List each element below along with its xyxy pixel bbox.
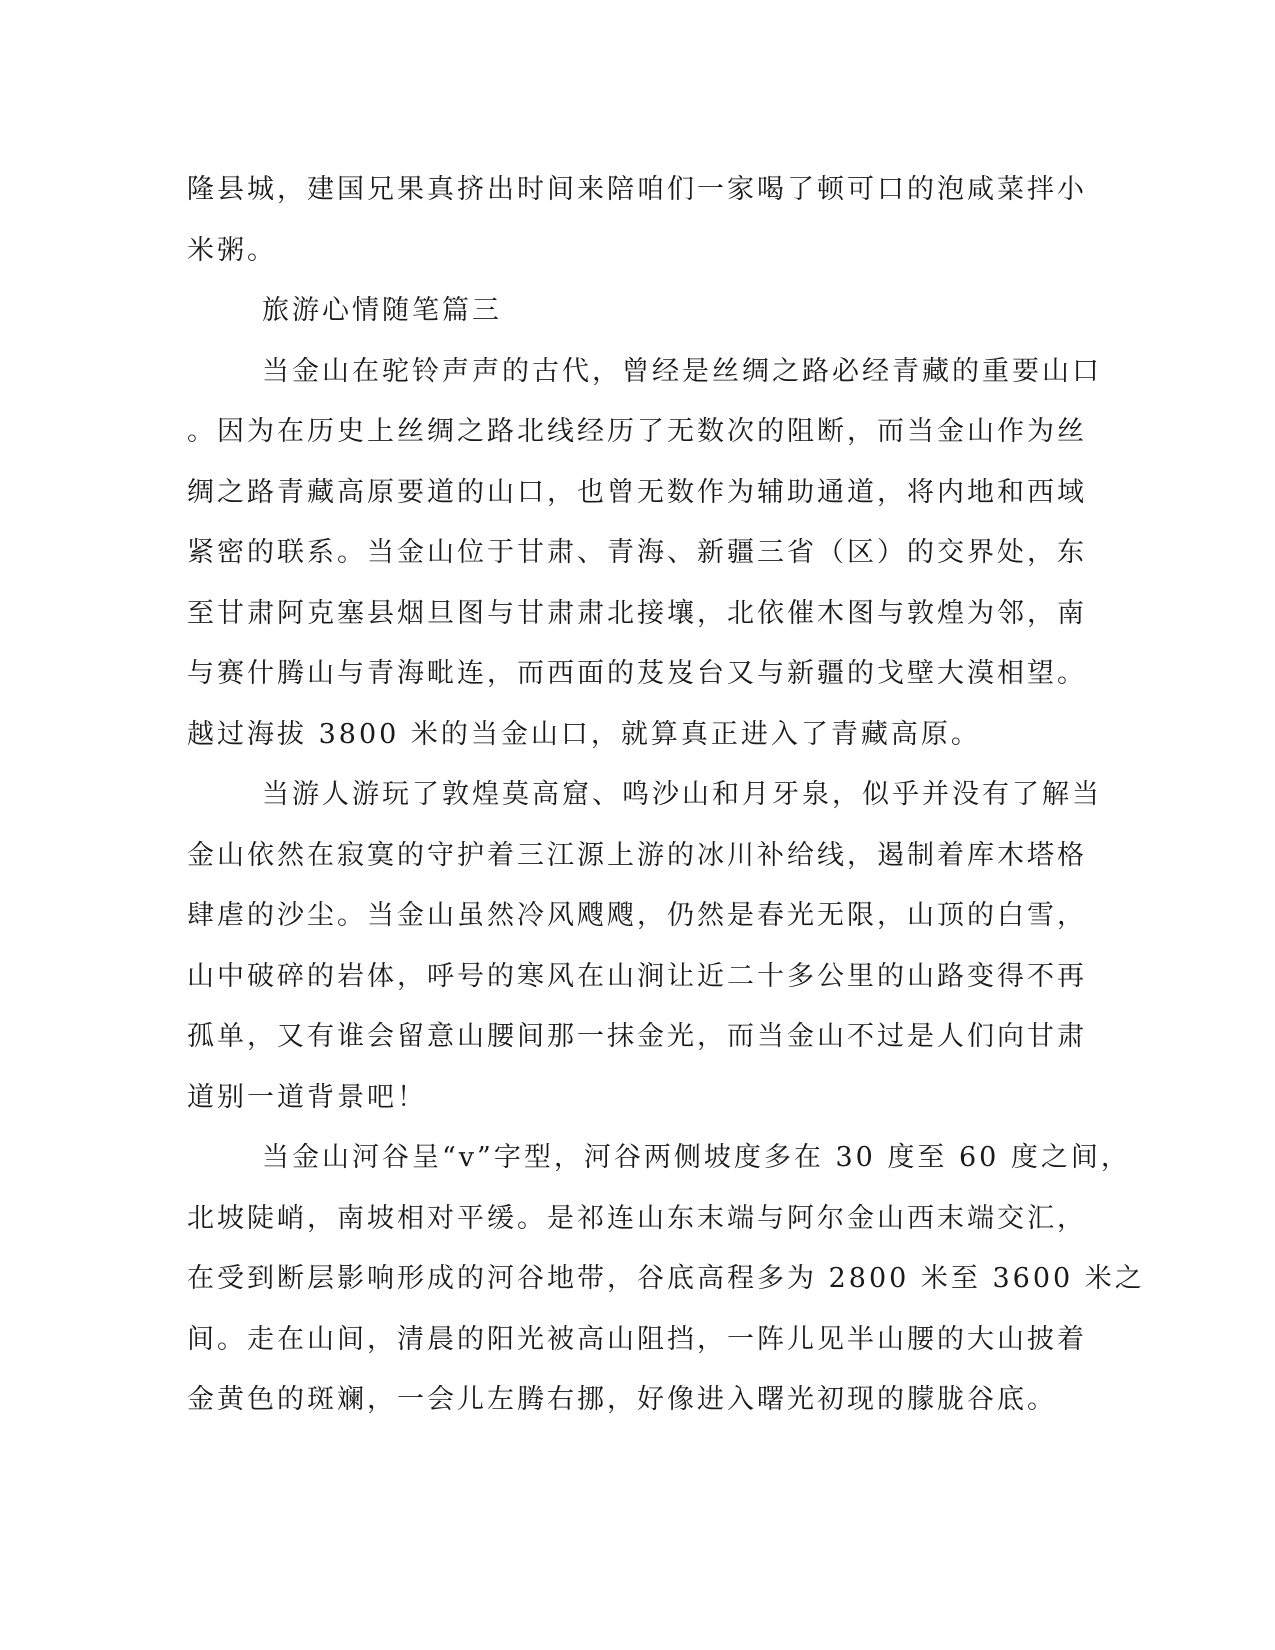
continued-paragraph	[187, 160, 1087, 281]
text-line: 。因为在历史上丝绸之路北线经历了无数次的阻断，而当金山作为丝	[187, 416, 1087, 447]
paragraph-3	[187, 1128, 1145, 1431]
text-line: 紧密的联系。当金山位于甘肃、青海、新疆三省（区）的交界处，东	[187, 537, 1087, 568]
paragraph-1	[187, 342, 1102, 766]
text-line: 米粥。	[187, 234, 277, 266]
text-line: 与赛什腾山与青海毗连，而西面的芨岌台又与新疆的戈壁大漠相望。	[187, 658, 1087, 689]
paragraph-2	[187, 765, 1102, 1128]
text-line: 至甘肃阿克塞县烟旦图与甘肃肃北接壤，北依催木图与敦煌为邻，南	[187, 597, 1087, 629]
text-line: 当金山在驼铃声声的古代，曾经是丝绸之路必经青藏的重要山口	[262, 355, 1102, 387]
text-line: 山中破碎的岩体，呼号的寒风在山涧让近二十多公里的山路变得不再	[187, 960, 1087, 992]
text-line: 金黄色的斑斓，一会儿左腾右挪，好像进入曙光初现的朦胧谷底。	[187, 1384, 1057, 1415]
text-line: 北坡陡峭，南坡相对平缓。是祁连山东末端与阿尔金山西末端交汇，	[187, 1202, 1087, 1234]
text-line: 道别一道背景吧！	[187, 1081, 427, 1113]
text-line: 间。走在山间，清晨的阳光被高山阻挡，一阵儿见半山腰的大山披着	[187, 1323, 1087, 1355]
text-line: 当游人游玩了敦煌莫高窟、鸣沙山和月牙泉，似乎并没有了解当	[262, 779, 1102, 810]
text-line: 肆虐的沙尘。当金山虽然冷风飕飕，仍然是春光无限，山顶的白雪，	[187, 900, 1087, 931]
text-line: 当金山河谷呈“v”字型，河谷两侧坡度多在 30 度至 60 度之间，	[262, 1142, 1131, 1173]
text-line: 孤单，又有谁会留意山腰间那一抹金光，而当金山不过是人们向甘肃	[187, 1021, 1087, 1052]
document-body	[187, 160, 1145, 1431]
text-line: 在受到断层影响形成的河谷地带，谷底高程多为 2800 米至 3600 米之	[187, 1263, 1145, 1294]
text-line: 金山依然在寂寞的守护着三江源上游的冰川补给线，遏制着库木塔格	[187, 839, 1087, 871]
section-title: 旅游心情随笔篇三	[262, 295, 502, 326]
text-line: 绸之路青藏高原要道的山口，也曾无数作为辅助通道，将内地和西域	[187, 476, 1087, 508]
text-line: 越过海拔 3800 米的当金山口，就算真正进入了青藏高原。	[187, 718, 981, 750]
text-line: 隆县城，建国兄果真挤出时间来陪咱们一家喝了顿可口的泡咸菜拌小	[187, 174, 1087, 205]
